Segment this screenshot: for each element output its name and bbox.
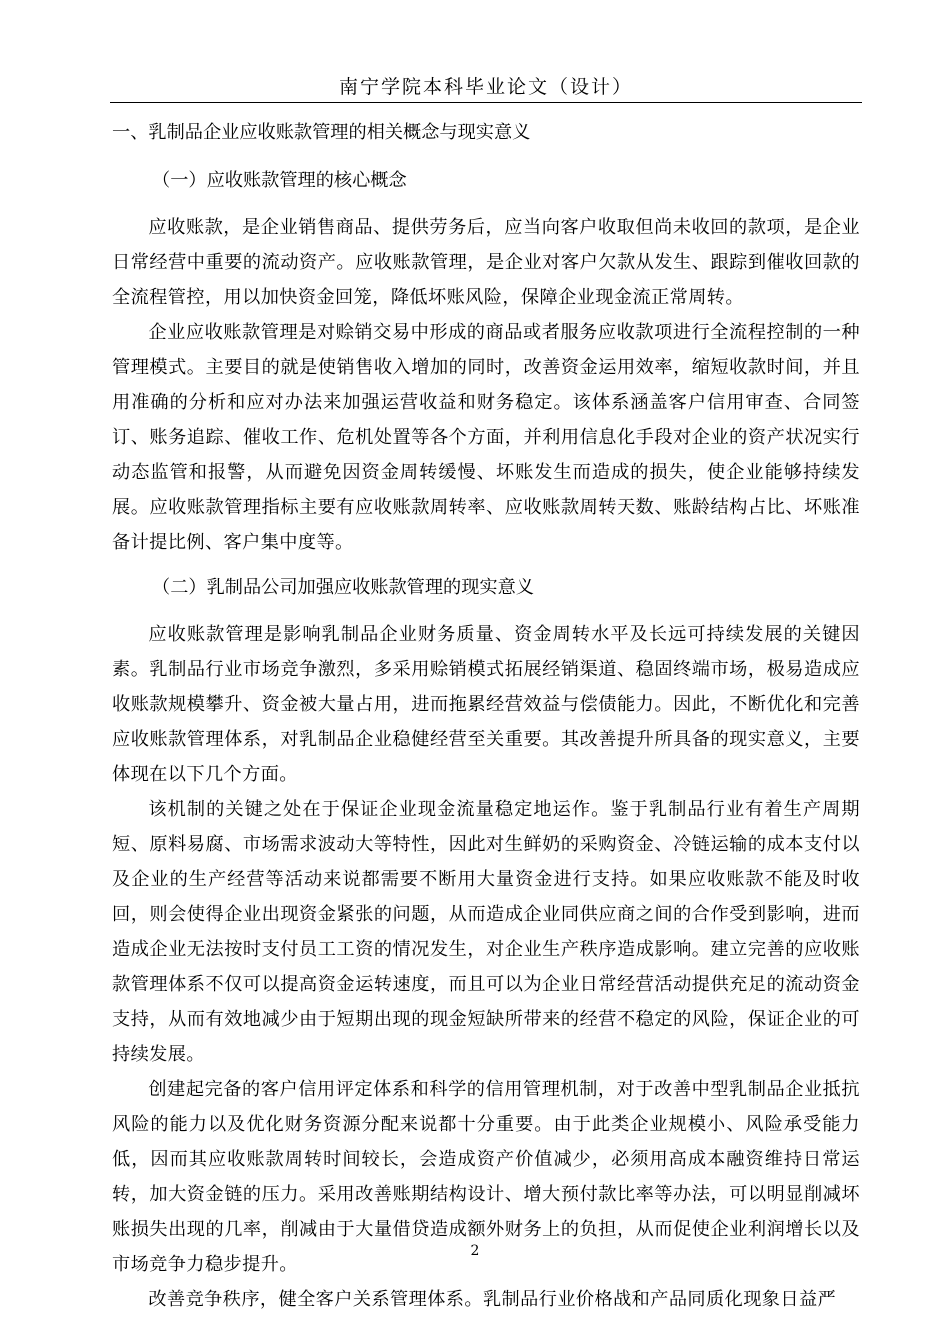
subsection-heading-2: （二）乳制品公司加强应收账款管理的现实意义 bbox=[152, 577, 534, 598]
page-header-title: 南宁学院本科毕业论文（设计） bbox=[338, 76, 633, 98]
header-divider bbox=[110, 102, 862, 103]
subsection-heading-1: （一）应收账款管理的核心概念 bbox=[152, 170, 407, 191]
paragraph: 改善竞争秩序，健全客户关系管理体系。乳制品行业价格战和产品同质化现象日益严 bbox=[148, 1289, 837, 1310]
paragraph: 应收账款，是企业销售商品、提供劳务后，应当向客户收取但尚未收回的款项，是企业日常经营中重要的流动资产。应收账款管理，是企业对客户欠款从发生、跟踪到催收回款的全流程管控，用以加快资金回笼，降低坏账风险，保障企业现金流正常周转。 bbox=[112, 217, 860, 308]
document-body bbox=[112, 118, 860, 1317]
paragraph: 应收账款管理是影响乳制品企业财务质量、资金周转水平及长远可持续发展的关键因素。乳制品行业市场竞争激烈，多采用赊销模式拓展经销渠道、稳固终端市场，极易造成应收账款规模攀升、资金被大量占用，进而拖累经营效益与偿债能力。因此，不断优化和完善应收账款管理体系，对乳制品企业稳健经营至关重要。其改善提升所具备的现实意义，主要体现在以下几个方面。 bbox=[112, 624, 860, 785]
section-heading: 一、乳制品企业应收账款管理的相关概念与现实意义 bbox=[112, 122, 531, 143]
paragraph: 创建起完备的客户信用评定体系和科学的信用管理机制，对于改善中型乳制品企业抵抗风险的能力以及优化财务资源分配来说都十分重要。由于此类企业规模小、风险承受能力低，因而其应收账款周转时间较长，会造成资产价值减少，必须用高成本融资维持日常运转，加大资金链的压力。采用改善账期结构设计、增大预付款比率等办法，可以明显削减坏账损失出现的几率，削减由于大量借贷造成额外财务上的负担，从而促使企业利润增长以及市场竞争力稳步提升。 bbox=[112, 1079, 860, 1275]
page-number: 2 bbox=[470, 1243, 480, 1259]
paragraph: 企业应收账款管理是对赊销交易中形成的商品或者服务应收款项进行全流程控制的一种管理模式。主要目的就是使销售收入增加的同时，改善资金运用效率，缩短收款时间，并且用准确的分析和应对办法来加强运营收益和财务稳定。该体系涵盖客户信用审查、合同签订、账务追踪、催收工作、危机处置等各个方面，并利用信息化手段对企业的资产状况实行动态监管和报警，从而避免因资金周转缓慢、坏账发生而造成的损失，使企业能够持续发展。应收账款管理指标主要有应收账款周转率、应收账款周转天数、账龄结构占比、坏账准备计提比例、客户集中度等。 bbox=[112, 322, 860, 553]
paragraph: 该机制的关键之处在于保证企业现金流量稳定地运作。鉴于乳制品行业有着生产周期短、原料易腐、市场需求波动大等特性，因此对生鲜奶的采购资金、冷链运输的成本支付以及企业的生产经营等活动来说都需要不断用大量资金进行支持。如果应收账款不能及时收回，则会使得企业出现资金紧张的问题，从而造成企业同供应商之间的合作受到影响，进而造成企业无法按时支付员工工资的情况发生，对企业生产秩序造成影响。建立完善的应收账款管理体系不仅可以提高资金运转速度，而且可以为企业日常经营活动提供充足的流动资金支持，从而有效地减少由于短期出现的现金短缺所带来的经营不稳定的风险，保证企业的可持续发展。 bbox=[112, 799, 860, 1065]
